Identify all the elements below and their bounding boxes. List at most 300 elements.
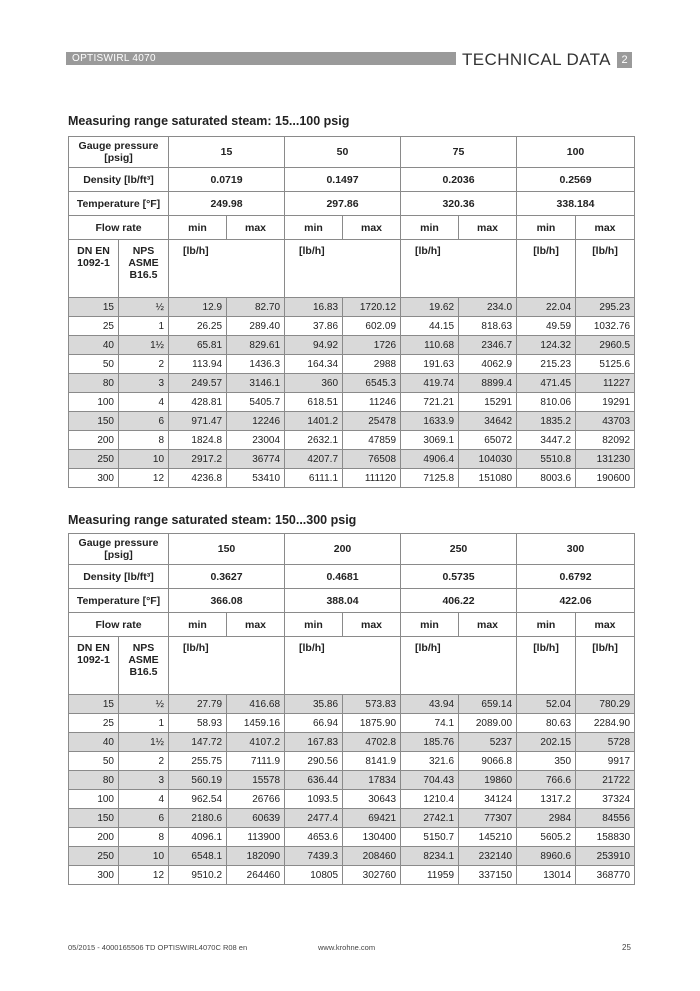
max-flow-value: 416.68 bbox=[227, 695, 285, 714]
section-title: TECHNICAL DATA bbox=[462, 50, 611, 69]
min-flow-value: 4906.4 bbox=[401, 450, 459, 469]
min-flow-value: 19.62 bbox=[401, 298, 459, 317]
nps-value: 8 bbox=[119, 431, 169, 450]
product-name: OPTISWIRL 4070 bbox=[72, 53, 156, 64]
min-flow-value: 1401.2 bbox=[285, 412, 343, 431]
min-flow-value: 12.9 bbox=[169, 298, 227, 317]
table-row bbox=[69, 828, 635, 847]
density-value: 0.4681 bbox=[285, 565, 401, 589]
max-flow-value: 1032.76 bbox=[576, 317, 635, 336]
pressure-value: 200 bbox=[285, 534, 401, 565]
table-row bbox=[69, 412, 635, 431]
min-flow-value: 766.6 bbox=[517, 771, 576, 790]
min-flow-value: 4236.8 bbox=[169, 469, 227, 488]
table-row bbox=[69, 393, 635, 412]
nps-value: 12 bbox=[119, 866, 169, 885]
flow-rate-label: Flow rate bbox=[69, 613, 169, 637]
table-row bbox=[69, 714, 635, 733]
max-flow-value: 780.29 bbox=[576, 695, 635, 714]
min-flow-value: 704.43 bbox=[401, 771, 459, 790]
max-flow-value: 337150 bbox=[459, 866, 517, 885]
min-flow-value: 428.81 bbox=[169, 393, 227, 412]
dn-value: 25 bbox=[69, 714, 119, 733]
max-label: max bbox=[227, 216, 285, 240]
pressure-row bbox=[69, 534, 635, 565]
pressure-value: 15 bbox=[169, 137, 285, 168]
dn-value: 200 bbox=[69, 431, 119, 450]
max-flow-value: 65072 bbox=[459, 431, 517, 450]
min-flow-value: 10805 bbox=[285, 866, 343, 885]
max-flow-value: 6545.3 bbox=[343, 374, 401, 393]
max-flow-value: 84556 bbox=[576, 809, 635, 828]
density-value: 0.0719 bbox=[169, 168, 285, 192]
table-row bbox=[69, 469, 635, 488]
page-number: 25 bbox=[622, 943, 631, 952]
table-row bbox=[69, 790, 635, 809]
min-flow-value: 37.86 bbox=[285, 317, 343, 336]
min-flow-value: 2742.1 bbox=[401, 809, 459, 828]
temperature-value: 422.06 bbox=[517, 589, 635, 613]
max-flow-value: 234.0 bbox=[459, 298, 517, 317]
table-row bbox=[69, 733, 635, 752]
max-flow-value: 1720.12 bbox=[343, 298, 401, 317]
max-flow-value: 818.63 bbox=[459, 317, 517, 336]
min-flow-value: 94.92 bbox=[285, 336, 343, 355]
min-flow-value: 58.93 bbox=[169, 714, 227, 733]
min-flow-value: 13014 bbox=[517, 866, 576, 885]
table-row bbox=[69, 866, 635, 885]
temperature-row bbox=[69, 192, 635, 216]
dn-value: 15 bbox=[69, 298, 119, 317]
nps-value: 3 bbox=[119, 771, 169, 790]
unit-label: [lb/h] bbox=[401, 240, 517, 298]
min-flow-value: 113.94 bbox=[169, 355, 227, 374]
min-flow-value: 5605.2 bbox=[517, 828, 576, 847]
table-row bbox=[69, 374, 635, 393]
unit-label: [lb/h] bbox=[169, 637, 285, 695]
dn-value: 250 bbox=[69, 450, 119, 469]
chapter-badge: 2 bbox=[617, 52, 632, 68]
flow-rate-row bbox=[69, 613, 635, 637]
min-flow-value: 49.59 bbox=[517, 317, 576, 336]
min-flow-value: 26.25 bbox=[169, 317, 227, 336]
dn-value: 40 bbox=[69, 336, 119, 355]
density-label: Density [lb/ft³] bbox=[69, 168, 169, 192]
min-label: min bbox=[169, 613, 227, 637]
nps-value: 1½ bbox=[119, 733, 169, 752]
nps-value: 10 bbox=[119, 847, 169, 866]
min-flow-value: 618.51 bbox=[285, 393, 343, 412]
dn-value: 25 bbox=[69, 317, 119, 336]
density-value: 0.2569 bbox=[517, 168, 635, 192]
temperature-label: Temperature [°F] bbox=[69, 192, 169, 216]
unit-label: [lb/h] bbox=[576, 240, 635, 298]
unit-label: [lb/h] bbox=[517, 637, 576, 695]
max-flow-value: 113900 bbox=[227, 828, 285, 847]
max-label: max bbox=[459, 216, 517, 240]
max-flow-value: 104030 bbox=[459, 450, 517, 469]
max-flow-value: 295.23 bbox=[576, 298, 635, 317]
temperature-value: 249.98 bbox=[169, 192, 285, 216]
pressure-value: 50 bbox=[285, 137, 401, 168]
max-flow-value: 659.14 bbox=[459, 695, 517, 714]
unit-label: [lb/h] bbox=[169, 240, 285, 298]
max-flow-value: 253910 bbox=[576, 847, 635, 866]
table-row bbox=[69, 752, 635, 771]
pressure-value: 250 bbox=[401, 534, 517, 565]
min-flow-value: 124.32 bbox=[517, 336, 576, 355]
min-flow-value: 4207.7 bbox=[285, 450, 343, 469]
min-label: min bbox=[169, 216, 227, 240]
pressure-value: 100 bbox=[517, 137, 635, 168]
min-flow-value: 2180.6 bbox=[169, 809, 227, 828]
max-flow-value: 145210 bbox=[459, 828, 517, 847]
footer-website: www.krohne.com bbox=[318, 943, 376, 952]
max-flow-value: 43703 bbox=[576, 412, 635, 431]
nps-value: 8 bbox=[119, 828, 169, 847]
dn-label: DN EN 1092-1 bbox=[69, 240, 119, 298]
nps-value: 4 bbox=[119, 790, 169, 809]
temperature-value: 320.36 bbox=[401, 192, 517, 216]
table-row bbox=[69, 298, 635, 317]
unit-label: [lb/h] bbox=[285, 637, 401, 695]
table-row bbox=[69, 336, 635, 355]
unit-label: [lb/h] bbox=[401, 637, 517, 695]
min-flow-value: 255.75 bbox=[169, 752, 227, 771]
max-flow-value: 182090 bbox=[227, 847, 285, 866]
min-label: min bbox=[517, 613, 576, 637]
max-flow-value: 232140 bbox=[459, 847, 517, 866]
min-flow-value: 560.19 bbox=[169, 771, 227, 790]
max-flow-value: 77307 bbox=[459, 809, 517, 828]
min-flow-value: 321.6 bbox=[401, 752, 459, 771]
table-row bbox=[69, 695, 635, 714]
max-flow-value: 158830 bbox=[576, 828, 635, 847]
min-flow-value: 2917.2 bbox=[169, 450, 227, 469]
measuring-range-table-2 bbox=[68, 533, 635, 885]
max-flow-value: 264460 bbox=[227, 866, 285, 885]
max-flow-value: 30643 bbox=[343, 790, 401, 809]
min-flow-value: 1633.9 bbox=[401, 412, 459, 431]
max-flow-value: 17834 bbox=[343, 771, 401, 790]
unit-label: [lb/h] bbox=[517, 240, 576, 298]
table-1-title: Measuring range saturated steam: 15...100 psig bbox=[68, 114, 350, 128]
min-flow-value: 164.34 bbox=[285, 355, 343, 374]
min-flow-value: 11959 bbox=[401, 866, 459, 885]
dn-value: 15 bbox=[69, 695, 119, 714]
max-label: max bbox=[576, 216, 635, 240]
max-flow-value: 12246 bbox=[227, 412, 285, 431]
max-flow-value: 5728 bbox=[576, 733, 635, 752]
max-flow-value: 151080 bbox=[459, 469, 517, 488]
temperature-value: 388.04 bbox=[285, 589, 401, 613]
max-label: max bbox=[343, 613, 401, 637]
max-flow-value: 36774 bbox=[227, 450, 285, 469]
min-flow-value: 2477.4 bbox=[285, 809, 343, 828]
temperature-value: 366.08 bbox=[169, 589, 285, 613]
max-flow-value: 8899.4 bbox=[459, 374, 517, 393]
max-flow-value: 60639 bbox=[227, 809, 285, 828]
max-flow-value: 19291 bbox=[576, 393, 635, 412]
nps-label: NPS ASME B16.5 bbox=[119, 240, 169, 298]
unit-row bbox=[69, 637, 635, 695]
min-flow-value: 8960.6 bbox=[517, 847, 576, 866]
nps-value: 10 bbox=[119, 450, 169, 469]
min-flow-value: 191.63 bbox=[401, 355, 459, 374]
min-flow-value: 147.72 bbox=[169, 733, 227, 752]
density-value: 0.1497 bbox=[285, 168, 401, 192]
min-flow-value: 1824.8 bbox=[169, 431, 227, 450]
max-flow-value: 37324 bbox=[576, 790, 635, 809]
table-row bbox=[69, 317, 635, 336]
min-flow-value: 1210.4 bbox=[401, 790, 459, 809]
nps-value: ½ bbox=[119, 298, 169, 317]
table-row bbox=[69, 431, 635, 450]
min-flow-value: 22.04 bbox=[517, 298, 576, 317]
nps-value: 1 bbox=[119, 714, 169, 733]
max-flow-value: 1875.90 bbox=[343, 714, 401, 733]
pressure-value: 300 bbox=[517, 534, 635, 565]
max-flow-value: 190600 bbox=[576, 469, 635, 488]
min-flow-value: 167.83 bbox=[285, 733, 343, 752]
min-flow-value: 202.15 bbox=[517, 733, 576, 752]
footer-doc-ref: 05/2015 - 4000165506 TD OPTISWIRL4070C R08 en bbox=[68, 943, 248, 952]
dn-value: 50 bbox=[69, 752, 119, 771]
min-flow-value: 350 bbox=[517, 752, 576, 771]
min-flow-value: 110.68 bbox=[401, 336, 459, 355]
nps-value: 3 bbox=[119, 374, 169, 393]
max-flow-value: 2960.5 bbox=[576, 336, 635, 355]
min-flow-value: 6111.1 bbox=[285, 469, 343, 488]
min-flow-value: 636.44 bbox=[285, 771, 343, 790]
max-flow-value: 2988 bbox=[343, 355, 401, 374]
max-flow-value: 23004 bbox=[227, 431, 285, 450]
max-label: max bbox=[576, 613, 635, 637]
max-label: max bbox=[343, 216, 401, 240]
min-flow-value: 419.74 bbox=[401, 374, 459, 393]
min-flow-value: 249.57 bbox=[169, 374, 227, 393]
min-flow-value: 3447.2 bbox=[517, 431, 576, 450]
min-label: min bbox=[401, 613, 459, 637]
min-flow-value: 52.04 bbox=[517, 695, 576, 714]
max-flow-value: 5125.6 bbox=[576, 355, 635, 374]
min-flow-value: 74.1 bbox=[401, 714, 459, 733]
max-flow-value: 9917 bbox=[576, 752, 635, 771]
min-flow-value: 721.21 bbox=[401, 393, 459, 412]
temperature-value: 406.22 bbox=[401, 589, 517, 613]
min-flow-value: 16.83 bbox=[285, 298, 343, 317]
nps-value: 1 bbox=[119, 317, 169, 336]
min-label: min bbox=[285, 613, 343, 637]
dn-value: 300 bbox=[69, 866, 119, 885]
dn-value: 100 bbox=[69, 790, 119, 809]
nps-value: 6 bbox=[119, 412, 169, 431]
max-flow-value: 15578 bbox=[227, 771, 285, 790]
nps-value: 6 bbox=[119, 809, 169, 828]
min-flow-value: 80.63 bbox=[517, 714, 576, 733]
max-flow-value: 19860 bbox=[459, 771, 517, 790]
max-flow-value: 76508 bbox=[343, 450, 401, 469]
dn-value: 80 bbox=[69, 771, 119, 790]
flow-rate-row bbox=[69, 216, 635, 240]
max-flow-value: 82.70 bbox=[227, 298, 285, 317]
dn-value: 40 bbox=[69, 733, 119, 752]
dn-value: 300 bbox=[69, 469, 119, 488]
max-flow-value: 208460 bbox=[343, 847, 401, 866]
min-flow-value: 65.81 bbox=[169, 336, 227, 355]
min-flow-value: 810.06 bbox=[517, 393, 576, 412]
min-flow-value: 7125.8 bbox=[401, 469, 459, 488]
table-row bbox=[69, 771, 635, 790]
min-flow-value: 185.76 bbox=[401, 733, 459, 752]
min-label: min bbox=[401, 216, 459, 240]
max-flow-value: 34124 bbox=[459, 790, 517, 809]
min-flow-value: 471.45 bbox=[517, 374, 576, 393]
min-flow-value: 4096.1 bbox=[169, 828, 227, 847]
nps-value: 4 bbox=[119, 393, 169, 412]
unit-label: [lb/h] bbox=[285, 240, 401, 298]
min-flow-value: 290.56 bbox=[285, 752, 343, 771]
min-flow-value: 215.23 bbox=[517, 355, 576, 374]
max-flow-value: 602.09 bbox=[343, 317, 401, 336]
max-flow-value: 3146.1 bbox=[227, 374, 285, 393]
dn-value: 80 bbox=[69, 374, 119, 393]
nps-value: 1½ bbox=[119, 336, 169, 355]
max-flow-value: 11227 bbox=[576, 374, 635, 393]
gauge-pressure-label: Gauge pressure [psig] bbox=[69, 534, 169, 565]
min-label: min bbox=[517, 216, 576, 240]
density-row bbox=[69, 168, 635, 192]
flow-rate-label: Flow rate bbox=[69, 216, 169, 240]
pressure-row bbox=[69, 137, 635, 168]
max-flow-value: 25478 bbox=[343, 412, 401, 431]
max-flow-value: 5405.7 bbox=[227, 393, 285, 412]
min-flow-value: 27.79 bbox=[169, 695, 227, 714]
max-flow-value: 2284.90 bbox=[576, 714, 635, 733]
min-flow-value: 1093.5 bbox=[285, 790, 343, 809]
measuring-range-table-1 bbox=[68, 136, 635, 488]
min-flow-value: 962.54 bbox=[169, 790, 227, 809]
nps-value: 2 bbox=[119, 752, 169, 771]
table-row bbox=[69, 809, 635, 828]
max-flow-value: 131230 bbox=[576, 450, 635, 469]
temperature-value: 297.86 bbox=[285, 192, 401, 216]
dn-label: DN EN 1092-1 bbox=[69, 637, 119, 695]
max-flow-value: 8141.9 bbox=[343, 752, 401, 771]
min-flow-value: 3069.1 bbox=[401, 431, 459, 450]
min-flow-value: 43.94 bbox=[401, 695, 459, 714]
max-flow-value: 47859 bbox=[343, 431, 401, 450]
table-row bbox=[69, 355, 635, 374]
max-flow-value: 829.61 bbox=[227, 336, 285, 355]
max-label: max bbox=[227, 613, 285, 637]
min-flow-value: 5510.8 bbox=[517, 450, 576, 469]
min-flow-value: 5150.7 bbox=[401, 828, 459, 847]
max-flow-value: 1726 bbox=[343, 336, 401, 355]
max-flow-value: 4062.9 bbox=[459, 355, 517, 374]
min-flow-value: 360 bbox=[285, 374, 343, 393]
max-flow-value: 302760 bbox=[343, 866, 401, 885]
min-flow-value: 4653.6 bbox=[285, 828, 343, 847]
dn-value: 100 bbox=[69, 393, 119, 412]
max-flow-value: 111120 bbox=[343, 469, 401, 488]
density-value: 0.6792 bbox=[517, 565, 635, 589]
min-flow-value: 9510.2 bbox=[169, 866, 227, 885]
max-flow-value: 573.83 bbox=[343, 695, 401, 714]
nps-value: 12 bbox=[119, 469, 169, 488]
nps-label: NPS ASME B16.5 bbox=[119, 637, 169, 695]
max-flow-value: 4107.2 bbox=[227, 733, 285, 752]
temperature-row bbox=[69, 589, 635, 613]
table-row bbox=[69, 847, 635, 866]
max-flow-value: 2089.00 bbox=[459, 714, 517, 733]
dn-value: 150 bbox=[69, 809, 119, 828]
dn-value: 200 bbox=[69, 828, 119, 847]
min-flow-value: 8234.1 bbox=[401, 847, 459, 866]
min-flow-value: 44.15 bbox=[401, 317, 459, 336]
max-flow-value: 1436.3 bbox=[227, 355, 285, 374]
max-label: max bbox=[459, 613, 517, 637]
max-flow-value: 130400 bbox=[343, 828, 401, 847]
min-flow-value: 1317.2 bbox=[517, 790, 576, 809]
min-flow-value: 971.47 bbox=[169, 412, 227, 431]
max-flow-value: 34642 bbox=[459, 412, 517, 431]
nps-value: ½ bbox=[119, 695, 169, 714]
max-flow-value: 9066.8 bbox=[459, 752, 517, 771]
min-flow-value: 2984 bbox=[517, 809, 576, 828]
pressure-value: 150 bbox=[169, 534, 285, 565]
max-flow-value: 26766 bbox=[227, 790, 285, 809]
max-flow-value: 53410 bbox=[227, 469, 285, 488]
min-flow-value: 1835.2 bbox=[517, 412, 576, 431]
dn-value: 250 bbox=[69, 847, 119, 866]
min-flow-value: 66.94 bbox=[285, 714, 343, 733]
temperature-label: Temperature [°F] bbox=[69, 589, 169, 613]
max-flow-value: 21722 bbox=[576, 771, 635, 790]
table-row bbox=[69, 450, 635, 469]
gauge-pressure-label: Gauge pressure [psig] bbox=[69, 137, 169, 168]
min-flow-value: 7439.3 bbox=[285, 847, 343, 866]
density-value: 0.5735 bbox=[401, 565, 517, 589]
max-flow-value: 15291 bbox=[459, 393, 517, 412]
unit-label: [lb/h] bbox=[576, 637, 635, 695]
max-flow-value: 11246 bbox=[343, 393, 401, 412]
min-flow-value: 6548.1 bbox=[169, 847, 227, 866]
max-flow-value: 1459.16 bbox=[227, 714, 285, 733]
min-label: min bbox=[285, 216, 343, 240]
density-value: 0.3627 bbox=[169, 565, 285, 589]
density-row bbox=[69, 565, 635, 589]
temperature-value: 338.184 bbox=[517, 192, 635, 216]
density-label: Density [lb/ft³] bbox=[69, 565, 169, 589]
max-flow-value: 289.40 bbox=[227, 317, 285, 336]
nps-value: 2 bbox=[119, 355, 169, 374]
density-value: 0.2036 bbox=[401, 168, 517, 192]
max-flow-value: 7111.9 bbox=[227, 752, 285, 771]
table-2-title: Measuring range saturated steam: 150...300 psig bbox=[68, 513, 357, 527]
min-flow-value: 8003.6 bbox=[517, 469, 576, 488]
max-flow-value: 5237 bbox=[459, 733, 517, 752]
min-flow-value: 2632.1 bbox=[285, 431, 343, 450]
max-flow-value: 82092 bbox=[576, 431, 635, 450]
dn-value: 150 bbox=[69, 412, 119, 431]
pressure-value: 75 bbox=[401, 137, 517, 168]
unit-row bbox=[69, 240, 635, 298]
max-flow-value: 2346.7 bbox=[459, 336, 517, 355]
min-flow-value: 35.86 bbox=[285, 695, 343, 714]
max-flow-value: 368770 bbox=[576, 866, 635, 885]
dn-value: 50 bbox=[69, 355, 119, 374]
